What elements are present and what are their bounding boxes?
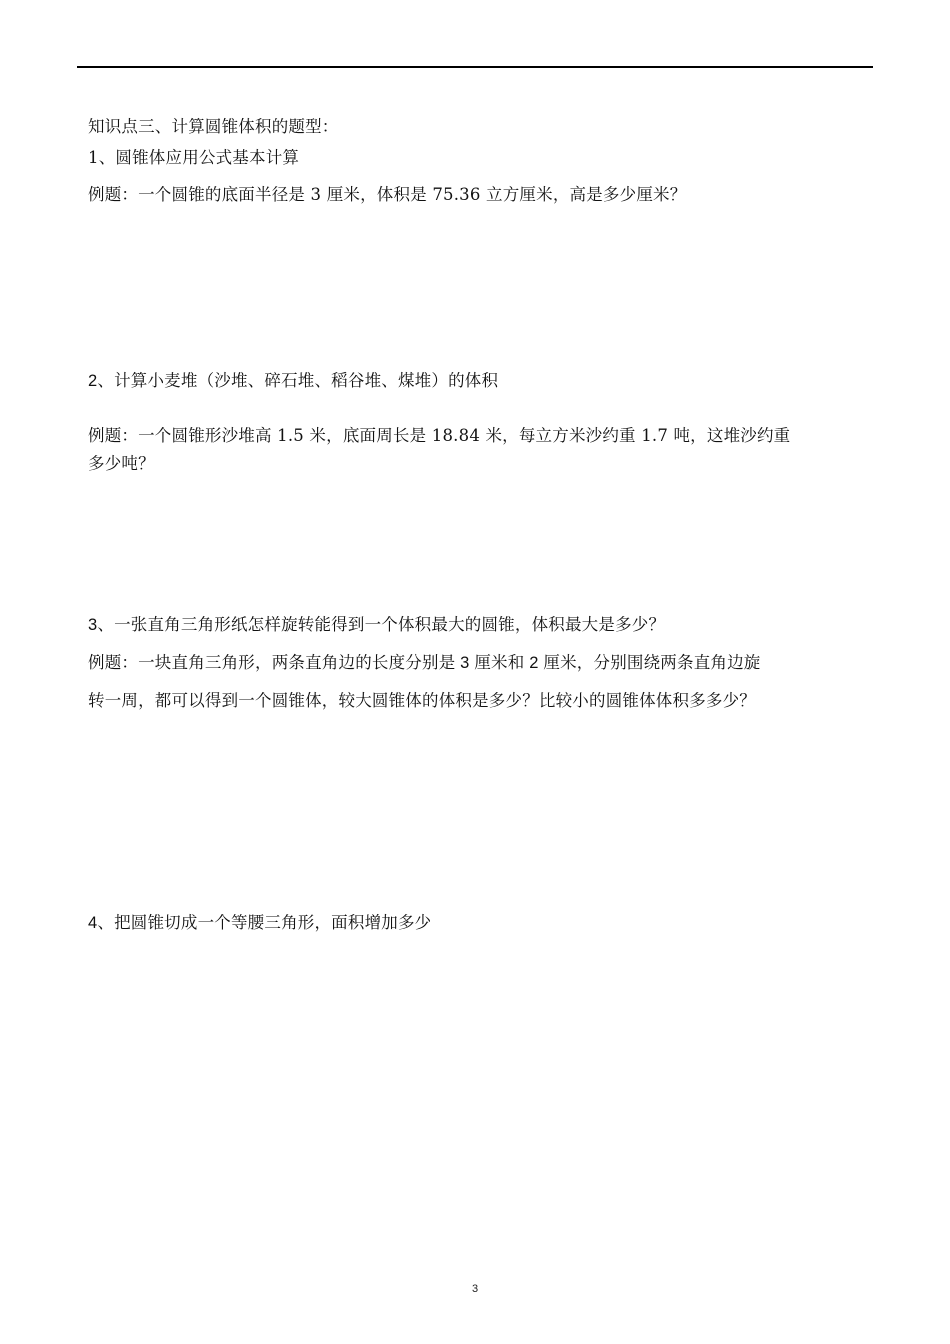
- section-title: 知识点三、计算圆锥体积的题型：: [88, 117, 339, 136]
- item-2-heading: 2、计算小麦堆（沙堆、碎石堆、稻谷堆、煤堆）的体积: [88, 372, 499, 390]
- item-1-heading: 1、圆锥体应用公式基本计算: [88, 148, 300, 167]
- item-3-example-line-2: 转一周，都可以得到一个圆锥体，较大圆锥体的体积是多少？比较小的圆锥体体积多多少？: [88, 692, 756, 710]
- item-3-example-line-1: 例题：一块直角三角形，两条直角边的长度分别是 3 厘米和 2 厘米，分别围绕两条直角边旋: [88, 654, 761, 672]
- item-2-example-line-2: 多少吨？: [88, 454, 155, 473]
- page-number: 3: [471, 1283, 479, 1295]
- item-1-example: 例题：一个圆锥的底面半径是 3 厘米，体积是 75.36 立方厘米，高是多少厘米？: [88, 185, 687, 204]
- header-rule: [77, 66, 873, 68]
- item-2-example-line-1: 例题：一个圆锥形沙堆高 1.5 米，底面周长是 18.84 米，每立方米沙约重 1.7 吨，这堆沙约重: [88, 426, 791, 445]
- item-4-heading: 4、把圆锥切成一个等腰三角形，面积增加多少: [88, 914, 432, 932]
- item-3-heading: 3、一张直角三角形纸怎样旋转能得到一个体积最大的圆锥，体积最大是多少？: [88, 616, 666, 634]
